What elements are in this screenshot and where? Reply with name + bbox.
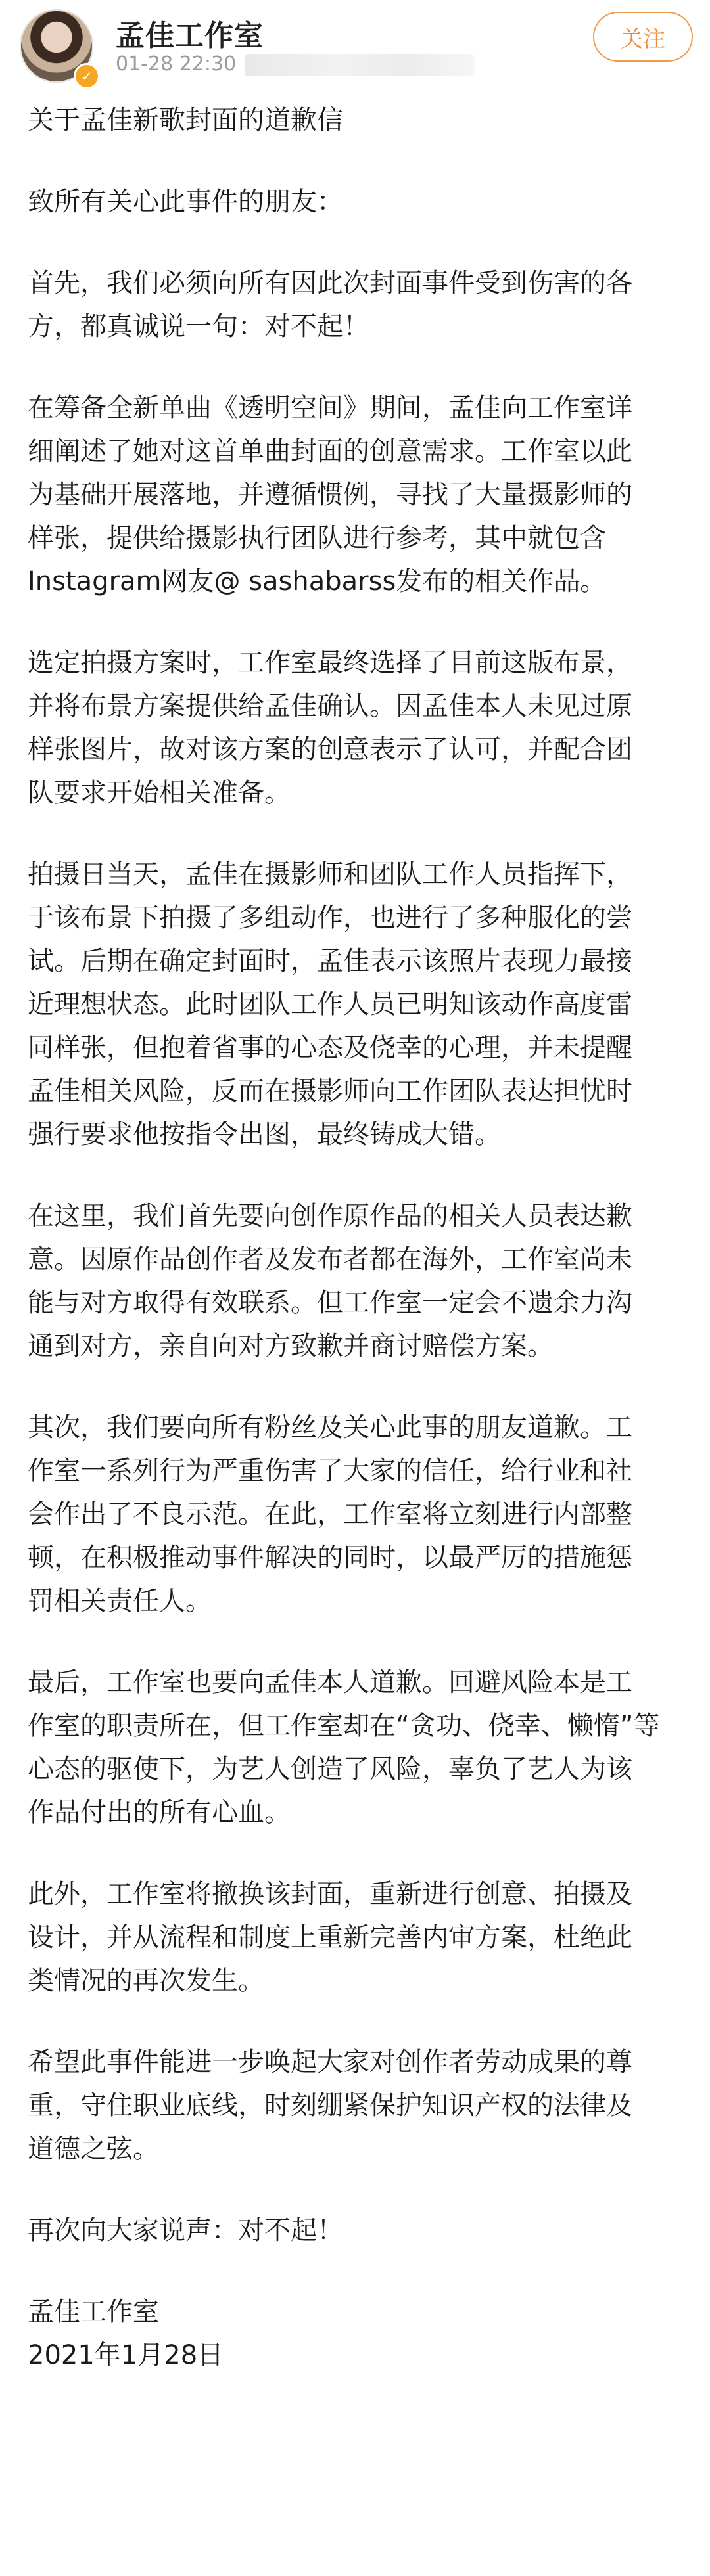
post-paragraph: 最后，工作室也要向孟佳本人道歉。回避风险本是工 作室的职责所在，但工作室却在“贪功、侥幸、懒惰”等 心态的驱使下，为艺人创造了风险，辜负了艺人为该 作品付出的所有心血。 bbox=[28, 1667, 660, 1828]
post-paragraph: 拍摄日当天，孟佳在摄影师和团队工作人员指挥下， 于该布景下拍摄了多组动作，也进行了多种服化的尝 试。后期在确定封面时，孟佳表示该照片表现力最接 近理想状态。此时团队工作人员已明知该动作高度雷 同样张，但抱着省事的心态及侥幸的心理，并未提醒 孟佳相关风险，反而在摄影师向工作团队表达担忧时 强行要求他按指令出图，最终铸成大错。 bbox=[28, 859, 632, 1150]
follow-button[interactable]: 关注 bbox=[593, 12, 693, 62]
post-paragraph: 其次，我们要向所有粉丝及关心此事的朋友道歉。工 作室一系列行为严重伤害了大家的信任，给行业和社 会作出了不良示范。在此，工作室将立刻进行内部整 顿，在积极推动事件解决的同时，以最严厉的措施惩 罚相关责任人。 bbox=[28, 1412, 632, 1616]
post-paragraph: 在这里，我们首先要向创作原作品的相关人员表达歉 意。因原作品创作者及发布者都在海外，工作室尚未 能与对方取得有效联系。但工作室一定会不遗余力沟 通到对方，亲自向对方致歉并商讨赔偿方案。 bbox=[28, 1201, 632, 1361]
blurred-source-info bbox=[245, 54, 475, 76]
signature-name: 孟佳工作室 bbox=[28, 2297, 159, 2327]
post-paragraph: 选定拍摄方案时，工作室最终选择了目前这版布景， 并将布景方案提供给孟佳确认。因孟佳本人未见过原 样张图片，故对该方案的创意表示了认可，并配合团 队要求开始相关准备。 bbox=[28, 648, 632, 808]
post-timestamp: 01-28 22:30 bbox=[116, 53, 237, 76]
post-paragraph: 希望此事件能进一步唤起大家对创作者劳动成果的尊 重，守住职业底线，时刻绷紧保护知识产权的法律及 道德之弦。 bbox=[28, 2047, 632, 2164]
post-paragraph: 再次向大家说声：对不起！ bbox=[28, 2215, 343, 2246]
account-name[interactable]: 孟佳工作室 bbox=[116, 19, 264, 53]
post-title: 关于孟佳新歌封面的道歉信 bbox=[28, 105, 343, 135]
verified-badge-icon: ✓ bbox=[74, 63, 100, 89]
signature-date: 2021年1月28日 bbox=[28, 2340, 224, 2370]
post-paragraph[interactable]: 在筹备全新单曲《透明空间》期间，孟佳向工作室详 细阐述了她对这首单曲封面的创意需求。工作室以此 为基础开展落地，并遵循惯例，寻找了大量摄影师的 样张，提供给摄影执行团队进行参考，其中就包含 Instagram网友@ sashabarss发布的相关作品。 bbox=[28, 393, 632, 597]
post-paragraph: 首先，我们必须向所有因此次封面事件受到伤害的各 方，都真诚说一句：对不起！ bbox=[28, 268, 632, 342]
post-greeting: 致所有关心此事件的朋友： bbox=[28, 187, 343, 217]
post-header bbox=[0, 0, 710, 92]
post-paragraph: 此外，工作室将撤换该封面，重新进行创意、拍摄及 设计，并从流程和制度上重新完善内审方案，杜绝此 类情况的再次发生。 bbox=[28, 1879, 632, 1996]
post-body bbox=[28, 99, 685, 2377]
